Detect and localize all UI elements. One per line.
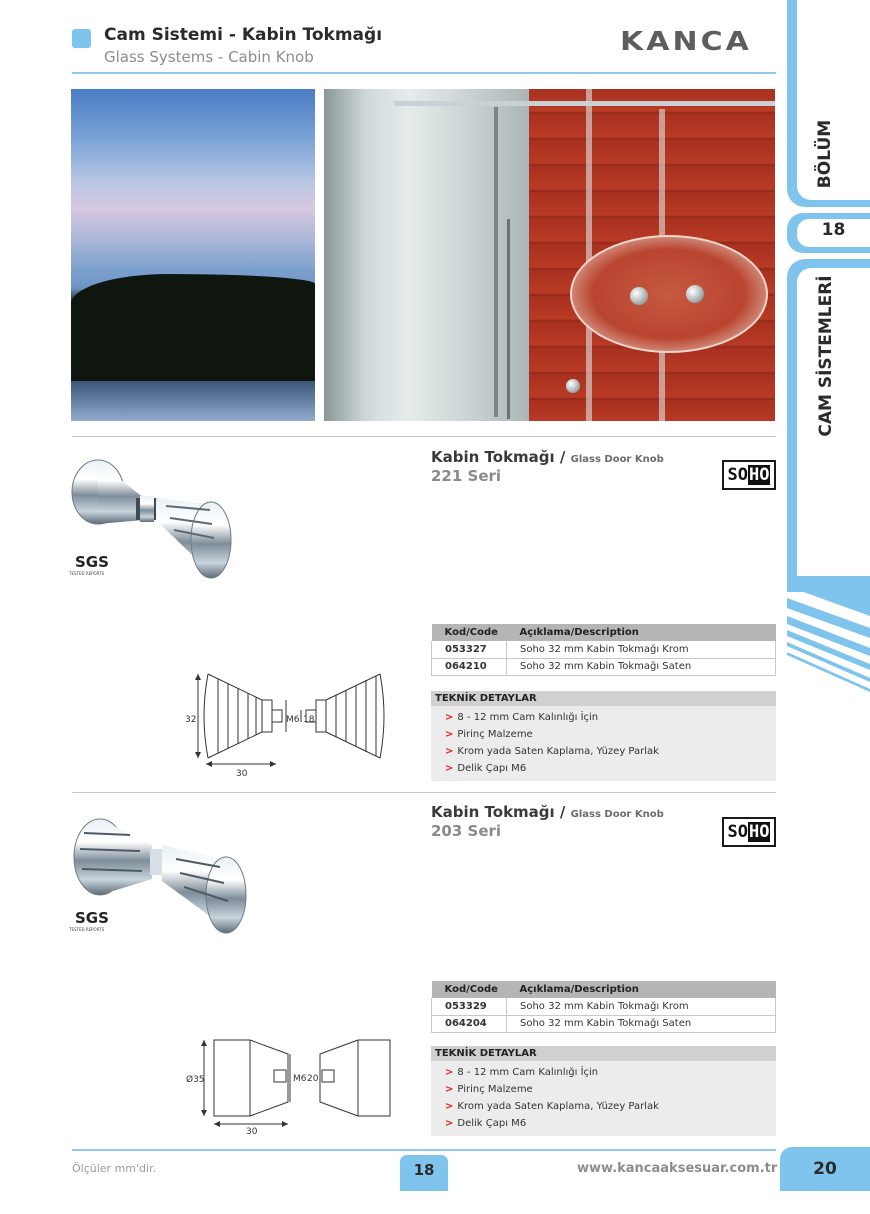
tech-details-box [431, 1046, 776, 1136]
dim-thread-label: M6 [293, 1074, 307, 1084]
sgs-cert-logo: SGS [75, 909, 109, 927]
sidebar-section-label: BÖLÜM [815, 119, 835, 189]
tech-details-list [431, 1061, 776, 1136]
tech-item [445, 743, 776, 760]
soho-badge-right: HO [749, 822, 770, 842]
sgs-cert-logo: SGS [75, 553, 109, 571]
tech-item [445, 1064, 776, 1081]
tech-details-title: TEKNİK DETAYLAR [431, 691, 776, 706]
shower-cabin-photo [324, 89, 775, 421]
product-title-tr: Kabin Tokmağı / [431, 448, 566, 466]
product-title [431, 803, 664, 821]
photo-zoom-inset [570, 235, 768, 353]
red-arrow-icon: > [445, 746, 454, 757]
product-title [431, 448, 664, 466]
table-cell-description: Soho 32 mm Kabin Tokmağı Krom [507, 998, 776, 1015]
page-number: 20 [780, 1147, 870, 1191]
soho-brand-badge [722, 460, 776, 490]
tech-item [445, 1081, 776, 1098]
soho-badge-left: SO [727, 822, 748, 842]
dim-width-label: 30 [236, 769, 248, 779]
product-series: 221 Seri [431, 467, 502, 485]
footer-note: Ölçüler mm'dir. [72, 1162, 157, 1175]
tech-details-box [431, 691, 776, 781]
soho-badge-right: HO [749, 465, 770, 485]
photo-shower-pipe [494, 107, 498, 417]
dim-inner-label: 20 [307, 1074, 319, 1084]
header-bullet [72, 29, 91, 48]
dim-width-label: 30 [246, 1127, 258, 1136]
red-arrow-icon: > [445, 1118, 454, 1129]
product-series: 203 Seri [431, 822, 502, 840]
tech-item [445, 726, 776, 743]
photo-glass-edge [384, 109, 392, 421]
page-subtitle: Glass Systems - Cabin Knob [104, 48, 314, 66]
soho-brand-badge [722, 817, 776, 847]
landscape-hill [71, 274, 315, 384]
photo-knob [566, 379, 580, 393]
red-arrow-icon: > [445, 1101, 454, 1112]
product-code-table [431, 981, 776, 1033]
section-divider [72, 436, 776, 437]
table-header-row [432, 981, 776, 998]
tech-item-text: 8 - 12 mm Cam Kalınlığı İçin [457, 1067, 599, 1078]
product-title-en: Glass Door Knob [570, 809, 664, 820]
product-title-tr: Kabin Tokmağı / [431, 803, 566, 821]
photo-glass-edge [586, 89, 592, 421]
footer-divider [72, 1149, 776, 1151]
brand-logo: KANCA [620, 27, 752, 57]
product-title-en: Glass Door Knob [570, 454, 664, 465]
table-cell-code: 053327 [432, 641, 507, 658]
tech-item-text: Krom yada Saten Kaplama, Yüzey Parlak [457, 746, 659, 757]
table-cell-code: 064204 [432, 1015, 507, 1032]
tech-item [445, 709, 776, 726]
photo-knob [630, 287, 648, 305]
table-header-row [432, 624, 776, 641]
dim-thread-label: M6 [286, 715, 300, 725]
red-arrow-icon: > [445, 1067, 454, 1078]
table-cell-description: Soho 32 mm Kabin Tokmağı Saten [507, 1015, 776, 1032]
dim-height-label: 32 [185, 715, 197, 725]
table-header-description: Açıklama/Description [507, 624, 776, 641]
table-cell-description: Soho 32 mm Kabin Tokmağı Saten [507, 658, 776, 675]
tech-item-text: Pirinç Malzeme [457, 1084, 533, 1095]
table-header-code: Kod/Code [432, 981, 507, 998]
tech-item-text: 8 - 12 mm Cam Kalınlığı İçin [457, 712, 599, 723]
footer-website-link[interactable]: www.kancaaksesuar.com.tr [577, 1161, 778, 1176]
sidebar-section-number: 18 [821, 220, 846, 240]
tech-item [445, 1098, 776, 1115]
red-arrow-icon: > [445, 729, 454, 740]
footer-section-tab: 18 [400, 1155, 448, 1191]
tech-item-text: Krom yada Saten Kaplama, Yüzey Parlak [457, 1101, 659, 1112]
table-row [432, 998, 776, 1015]
table-cell-code: 064210 [432, 658, 507, 675]
product-code-table [431, 624, 776, 676]
dim-height-label: Ø35 [186, 1075, 205, 1085]
red-arrow-icon: > [445, 1084, 454, 1095]
sidebar-stripes [787, 576, 870, 706]
tech-item-text: Pirinç Malzeme [457, 729, 533, 740]
table-row [432, 658, 776, 675]
red-arrow-icon: > [445, 712, 454, 723]
soho-badge-left: SO [727, 465, 748, 485]
sidebar-category-label: CAM SİSTEMLERİ [816, 275, 836, 437]
photo-rail [394, 101, 775, 106]
sgs-cert-sub: TESTED REPORTS [69, 571, 105, 576]
landscape-photo [71, 89, 315, 421]
page-title: Cam Sistemi - Kabin Tokmağı [104, 25, 383, 45]
tech-item-text: Delik Çapı M6 [457, 1118, 527, 1129]
header-divider [72, 72, 776, 74]
tech-details-title: TEKNİK DETAYLAR [431, 1046, 776, 1061]
table-row [432, 1015, 776, 1032]
knob-203-drawing [182, 1036, 400, 1136]
tech-item-text: Delik Çapı M6 [457, 763, 527, 774]
dim-inner-label: 18 [303, 715, 315, 725]
table-cell-code: 053329 [432, 998, 507, 1015]
photo-knob [686, 285, 704, 303]
table-header-description: Açıklama/Description [507, 981, 776, 998]
tech-item [445, 1115, 776, 1132]
landscape-water [71, 381, 315, 421]
knob-221-drawing [180, 670, 400, 782]
table-header-code: Kod/Code [432, 624, 507, 641]
section-divider [72, 792, 776, 793]
red-arrow-icon: > [445, 763, 454, 774]
tech-details-list [431, 706, 776, 781]
photo-shower-hose [507, 219, 510, 419]
sgs-cert-sub: TESTED REPORTS [69, 927, 105, 932]
tech-item [445, 760, 776, 777]
table-row [432, 641, 776, 658]
table-cell-description: Soho 32 mm Kabin Tokmağı Krom [507, 641, 776, 658]
photo-wall [324, 89, 534, 421]
